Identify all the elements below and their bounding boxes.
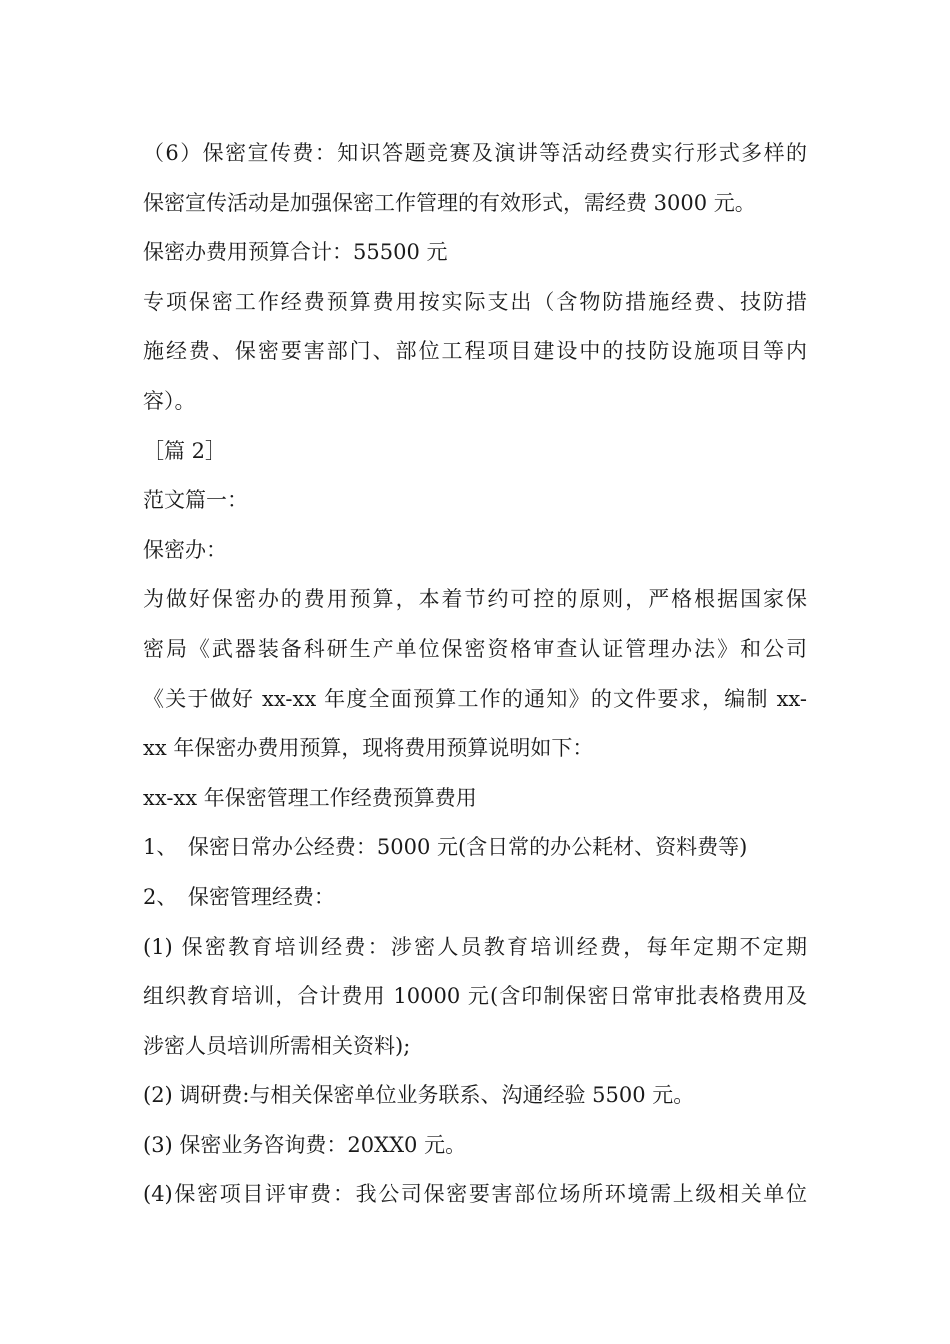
paragraph-line: xx-xx 年保密管理工作经费预算费用 — [143, 785, 477, 810]
list-item: 1、 保密日常办公经费：5000 元(含日常的办公耗材、资料费等) — [143, 835, 748, 860]
paragraph-line: 保密办： — [143, 537, 227, 562]
paragraph-line: 《关于做好 xx-xx 年度全面预算工作的通知》的文件要求，编制 xx- — [143, 686, 807, 711]
document-body — [143, 129, 807, 1220]
paragraph-line: 专项保密工作经费预算费用按实际支出（含物防措施经费、技防措 — [143, 289, 807, 314]
paragraph-line: （6）保密宣传费：知识答题竞赛及演讲等活动经费实行形式多样的 — [143, 141, 807, 165]
paragraph-line: 涉密人员培训所需相关资料); — [143, 1033, 411, 1058]
paragraph-line: 施经费、保密要害部门、部位工程项目建设中的技防设施项目等内 — [143, 339, 807, 364]
list-item: (4)保密项目评审费：我公司保密要害部位场所环境需上级相关单位 — [143, 1182, 807, 1207]
paragraph-line: 范文篇一： — [143, 488, 248, 513]
paragraph-line: 组织教育培训，合计费用 10000 元(含印制保密日常审批表格费用及 — [143, 984, 807, 1009]
list-item: (3) 保密业务咨询费：20XX0 元。 — [143, 1132, 467, 1157]
paragraph-line: 密局《武器装备科研生产单位保密资格审查认证管理办法》和公司 — [143, 636, 807, 661]
section-heading: ［篇 2］ — [143, 438, 227, 463]
paragraph-line: 容）。 — [143, 388, 196, 413]
paragraph-line: 为做好保密办的费用预算，本着节约可控的原则，严格根据国家保 — [143, 587, 807, 612]
paragraph-line: xx 年保密办费用预算，现将费用预算说明如下： — [143, 736, 594, 761]
paragraph-line: 保密宣传活动是加强保密工作管理的有效形式，需经费 3000 元。 — [143, 190, 756, 215]
paragraph-line: 保密办费用预算合计：55500 元 — [143, 240, 448, 265]
list-item: (1) 保密教育培训经费：涉密人员教育培训经费，每年定期不定期 — [143, 934, 807, 959]
list-item: 2、 保密管理经费： — [143, 884, 335, 909]
list-item: (2) 调研费:与相关保密单位业务联系、沟通经验 5500 元。 — [143, 1083, 695, 1108]
